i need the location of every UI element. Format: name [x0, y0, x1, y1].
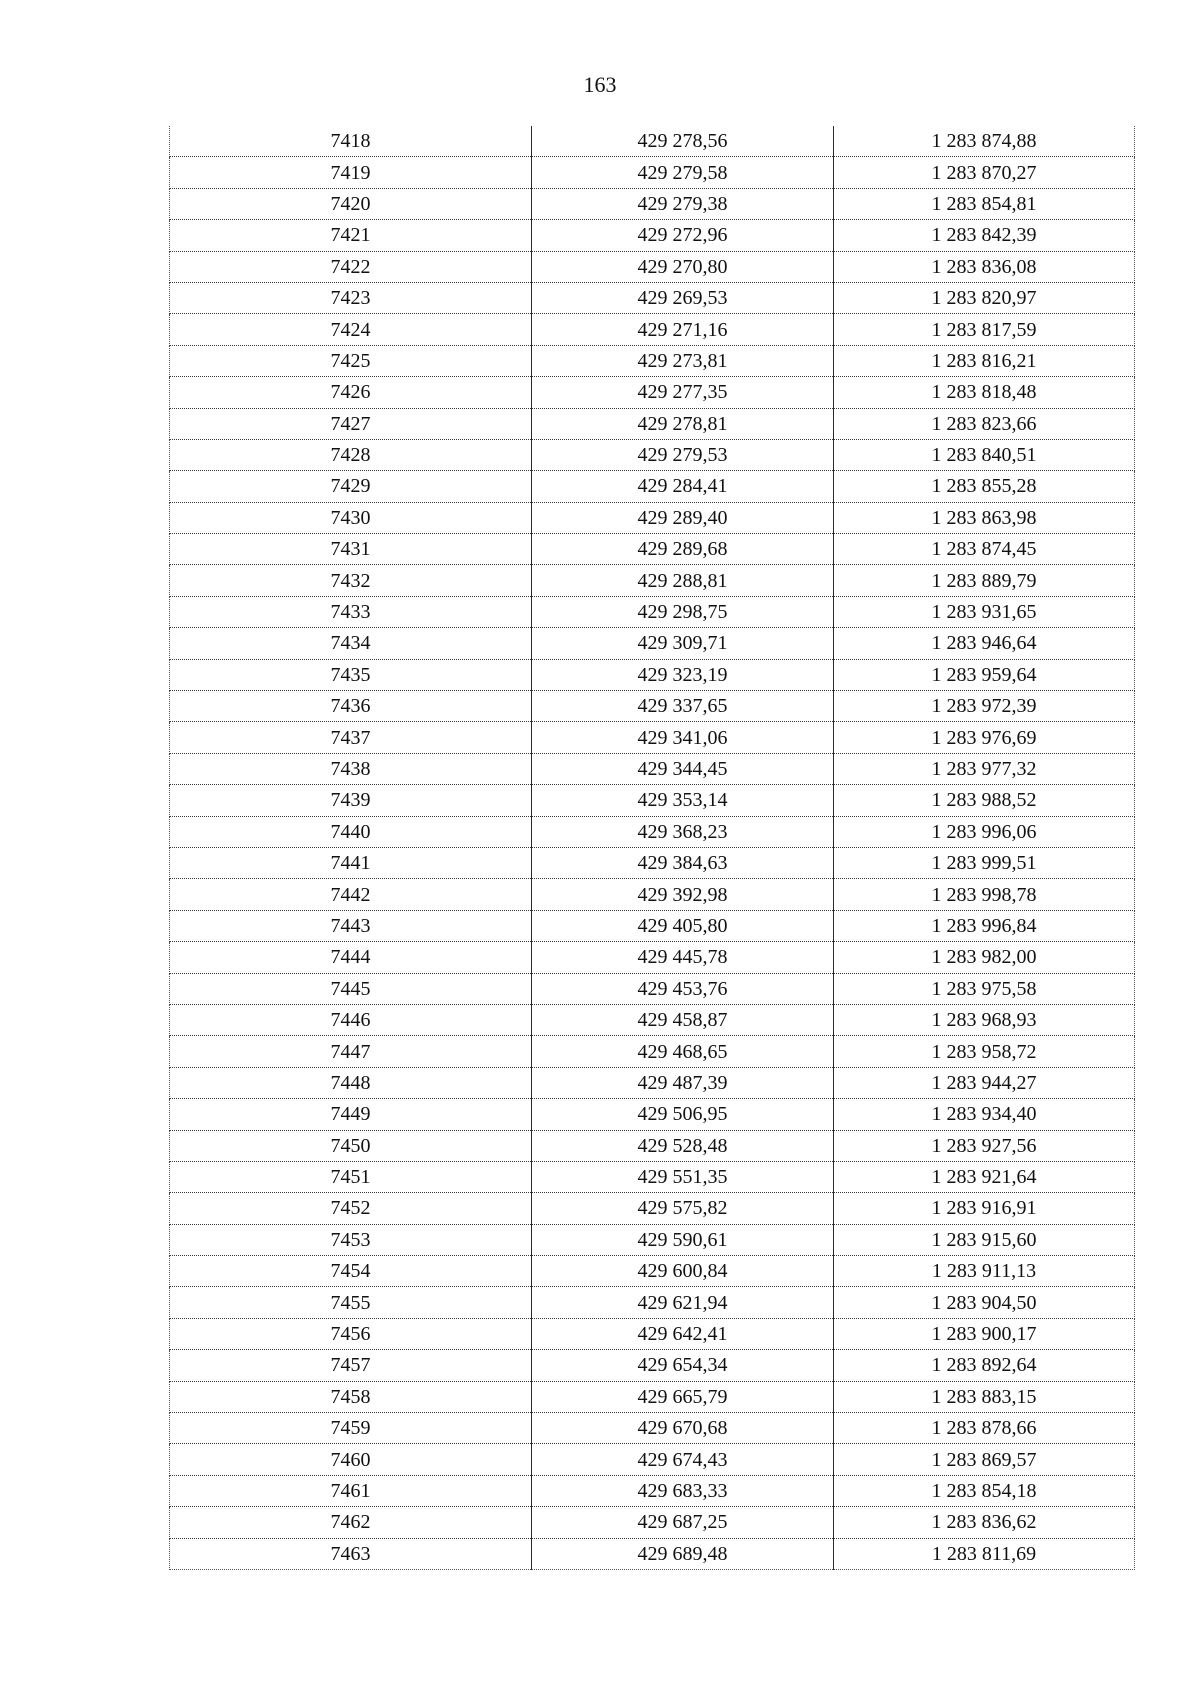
y-coordinate-cell: 1 283 817,59 — [834, 314, 1135, 345]
y-coordinate-cell: 1 283 820,97 — [834, 282, 1135, 313]
point-number-cell: 7462 — [170, 1507, 532, 1538]
point-number-cell: 7427 — [170, 408, 532, 439]
point-number-cell: 7421 — [170, 220, 532, 251]
y-coordinate-cell: 1 283 944,27 — [834, 1067, 1135, 1098]
x-coordinate-cell: 429 445,78 — [532, 942, 834, 973]
table-row — [170, 377, 1135, 408]
point-number-cell: 7454 — [170, 1256, 532, 1287]
table-row — [170, 1193, 1135, 1224]
x-coordinate-cell: 429 405,80 — [532, 910, 834, 941]
x-coordinate-cell: 429 277,35 — [532, 377, 834, 408]
x-coordinate-cell: 429 284,41 — [532, 471, 834, 502]
table-row — [170, 1538, 1135, 1569]
y-coordinate-cell: 1 283 863,98 — [834, 502, 1135, 533]
x-coordinate-cell: 429 487,39 — [532, 1067, 834, 1098]
table-row — [170, 785, 1135, 816]
y-coordinate-cell: 1 283 976,69 — [834, 722, 1135, 753]
y-coordinate-cell: 1 283 921,64 — [834, 1161, 1135, 1192]
table-row — [170, 1004, 1135, 1035]
y-coordinate-cell: 1 283 823,66 — [834, 408, 1135, 439]
point-number-cell: 7456 — [170, 1318, 532, 1349]
table-row — [170, 1256, 1135, 1287]
y-coordinate-cell: 1 283 975,58 — [834, 973, 1135, 1004]
point-number-cell: 7442 — [170, 879, 532, 910]
x-coordinate-cell: 429 528,48 — [532, 1130, 834, 1161]
x-coordinate-cell: 429 269,53 — [532, 282, 834, 313]
table-row — [170, 345, 1135, 376]
y-coordinate-cell: 1 283 889,79 — [834, 565, 1135, 596]
y-coordinate-cell: 1 283 836,62 — [834, 1507, 1135, 1538]
y-coordinate-cell: 1 283 946,64 — [834, 628, 1135, 659]
table-row — [170, 722, 1135, 753]
x-coordinate-cell: 429 298,75 — [532, 596, 834, 627]
table-row — [170, 1350, 1135, 1381]
y-coordinate-cell: 1 283 988,52 — [834, 785, 1135, 816]
x-coordinate-cell: 429 271,16 — [532, 314, 834, 345]
point-number-cell: 7429 — [170, 471, 532, 502]
y-coordinate-cell: 1 283 874,45 — [834, 534, 1135, 565]
x-coordinate-cell: 429 551,35 — [532, 1161, 834, 1192]
x-coordinate-cell: 429 600,84 — [532, 1256, 834, 1287]
point-number-cell: 7446 — [170, 1004, 532, 1035]
x-coordinate-cell: 429 309,71 — [532, 628, 834, 659]
table-row — [170, 439, 1135, 470]
table-row — [170, 126, 1135, 157]
x-coordinate-cell: 429 458,87 — [532, 1004, 834, 1035]
point-number-cell: 7452 — [170, 1193, 532, 1224]
point-number-cell: 7437 — [170, 722, 532, 753]
point-number-cell: 7418 — [170, 126, 532, 157]
x-coordinate-cell: 429 288,81 — [532, 565, 834, 596]
point-number-cell: 7449 — [170, 1099, 532, 1130]
coordinates-table — [169, 126, 1135, 1570]
table-row — [170, 659, 1135, 690]
point-number-cell: 7420 — [170, 188, 532, 219]
point-number-cell: 7450 — [170, 1130, 532, 1161]
y-coordinate-cell: 1 283 816,21 — [834, 345, 1135, 376]
table-row — [170, 973, 1135, 1004]
y-coordinate-cell: 1 283 854,81 — [834, 188, 1135, 219]
table-row — [170, 1413, 1135, 1444]
point-number-cell: 7459 — [170, 1413, 532, 1444]
y-coordinate-cell: 1 283 977,32 — [834, 753, 1135, 784]
table-row — [170, 691, 1135, 722]
x-coordinate-cell: 429 590,61 — [532, 1224, 834, 1255]
point-number-cell: 7455 — [170, 1287, 532, 1318]
table-row — [170, 157, 1135, 188]
table-row — [170, 1381, 1135, 1412]
table-row — [170, 1099, 1135, 1130]
x-coordinate-cell: 429 368,23 — [532, 816, 834, 847]
table-row — [170, 1161, 1135, 1192]
page-number: 163 — [583, 72, 617, 97]
table-row — [170, 471, 1135, 502]
point-number-cell: 7434 — [170, 628, 532, 659]
x-coordinate-cell: 429 272,96 — [532, 220, 834, 251]
y-coordinate-cell: 1 283 842,39 — [834, 220, 1135, 251]
table-row — [170, 816, 1135, 847]
x-coordinate-cell: 429 654,34 — [532, 1350, 834, 1381]
table-row — [170, 408, 1135, 439]
point-number-cell: 7463 — [170, 1538, 532, 1569]
x-coordinate-cell: 429 278,56 — [532, 126, 834, 157]
point-number-cell: 7451 — [170, 1161, 532, 1192]
y-coordinate-cell: 1 283 840,51 — [834, 439, 1135, 470]
y-coordinate-cell: 1 283 911,13 — [834, 1256, 1135, 1287]
table-row — [170, 282, 1135, 313]
x-coordinate-cell: 429 289,68 — [532, 534, 834, 565]
y-coordinate-cell: 1 283 855,28 — [834, 471, 1135, 502]
table-row — [170, 1475, 1135, 1506]
table-row — [170, 596, 1135, 627]
point-number-cell: 7435 — [170, 659, 532, 690]
point-number-cell: 7430 — [170, 502, 532, 533]
point-number-cell: 7426 — [170, 377, 532, 408]
table-row — [170, 1507, 1135, 1538]
y-coordinate-cell: 1 283 999,51 — [834, 847, 1135, 878]
y-coordinate-cell: 1 283 900,17 — [834, 1318, 1135, 1349]
table-row — [170, 1318, 1135, 1349]
y-coordinate-cell: 1 283 854,18 — [834, 1475, 1135, 1506]
point-number-cell: 7458 — [170, 1381, 532, 1412]
point-number-cell: 7460 — [170, 1444, 532, 1475]
y-coordinate-cell: 1 283 996,84 — [834, 910, 1135, 941]
table-row — [170, 314, 1135, 345]
point-number-cell: 7439 — [170, 785, 532, 816]
table-row — [170, 1067, 1135, 1098]
y-coordinate-cell: 1 283 927,56 — [834, 1130, 1135, 1161]
x-coordinate-cell: 429 341,06 — [532, 722, 834, 753]
point-number-cell: 7457 — [170, 1350, 532, 1381]
point-number-cell: 7461 — [170, 1475, 532, 1506]
x-coordinate-cell: 429 621,94 — [532, 1287, 834, 1318]
x-coordinate-cell: 429 273,81 — [532, 345, 834, 376]
point-number-cell: 7444 — [170, 942, 532, 973]
y-coordinate-cell: 1 283 878,66 — [834, 1413, 1135, 1444]
x-coordinate-cell: 429 337,65 — [532, 691, 834, 722]
x-coordinate-cell: 429 279,58 — [532, 157, 834, 188]
x-coordinate-cell: 429 353,14 — [532, 785, 834, 816]
table-row — [170, 942, 1135, 973]
x-coordinate-cell: 429 289,40 — [532, 502, 834, 533]
x-coordinate-cell: 429 506,95 — [532, 1099, 834, 1130]
x-coordinate-cell: 429 689,48 — [532, 1538, 834, 1569]
table-row — [170, 565, 1135, 596]
y-coordinate-cell: 1 283 958,72 — [834, 1036, 1135, 1067]
y-coordinate-cell: 1 283 915,60 — [834, 1224, 1135, 1255]
table-row — [170, 879, 1135, 910]
y-coordinate-cell: 1 283 998,78 — [834, 879, 1135, 910]
y-coordinate-cell: 1 283 836,08 — [834, 251, 1135, 282]
x-coordinate-cell: 429 670,68 — [532, 1413, 834, 1444]
x-coordinate-cell: 429 323,19 — [532, 659, 834, 690]
x-coordinate-cell: 429 279,38 — [532, 188, 834, 219]
table-row — [170, 1444, 1135, 1475]
x-coordinate-cell: 429 392,98 — [532, 879, 834, 910]
y-coordinate-cell: 1 283 892,64 — [834, 1350, 1135, 1381]
x-coordinate-cell: 429 687,25 — [532, 1507, 834, 1538]
point-number-cell: 7447 — [170, 1036, 532, 1067]
point-number-cell: 7423 — [170, 282, 532, 313]
point-number-cell: 7441 — [170, 847, 532, 878]
point-number-cell: 7453 — [170, 1224, 532, 1255]
table-row — [170, 1036, 1135, 1067]
x-coordinate-cell: 429 642,41 — [532, 1318, 834, 1349]
point-number-cell: 7438 — [170, 753, 532, 784]
table-row — [170, 628, 1135, 659]
x-coordinate-cell: 429 270,80 — [532, 251, 834, 282]
x-coordinate-cell: 429 575,82 — [532, 1193, 834, 1224]
table-row — [170, 1130, 1135, 1161]
y-coordinate-cell: 1 283 968,93 — [834, 1004, 1135, 1035]
y-coordinate-cell: 1 283 959,64 — [834, 659, 1135, 690]
table-row — [170, 1224, 1135, 1255]
y-coordinate-cell: 1 283 996,06 — [834, 816, 1135, 847]
y-coordinate-cell: 1 283 870,27 — [834, 157, 1135, 188]
y-coordinate-cell: 1 283 982,00 — [834, 942, 1135, 973]
y-coordinate-cell: 1 283 934,40 — [834, 1099, 1135, 1130]
x-coordinate-cell: 429 468,65 — [532, 1036, 834, 1067]
table-row — [170, 220, 1135, 251]
y-coordinate-cell: 1 283 869,57 — [834, 1444, 1135, 1475]
x-coordinate-cell: 429 674,43 — [532, 1444, 834, 1475]
table-row — [170, 910, 1135, 941]
table-row — [170, 1287, 1135, 1318]
table-body — [170, 126, 1135, 1569]
y-coordinate-cell: 1 283 818,48 — [834, 377, 1135, 408]
point-number-cell: 7425 — [170, 345, 532, 376]
point-number-cell: 7436 — [170, 691, 532, 722]
y-coordinate-cell: 1 283 904,50 — [834, 1287, 1135, 1318]
y-coordinate-cell: 1 283 811,69 — [834, 1538, 1135, 1569]
table-row — [170, 502, 1135, 533]
table-row — [170, 188, 1135, 219]
y-coordinate-cell: 1 283 972,39 — [834, 691, 1135, 722]
point-number-cell: 7445 — [170, 973, 532, 1004]
y-coordinate-cell: 1 283 916,91 — [834, 1193, 1135, 1224]
point-number-cell: 7433 — [170, 596, 532, 627]
x-coordinate-cell: 429 453,76 — [532, 973, 834, 1004]
x-coordinate-cell: 429 279,53 — [532, 439, 834, 470]
x-coordinate-cell: 429 384,63 — [532, 847, 834, 878]
point-number-cell: 7443 — [170, 910, 532, 941]
table-row — [170, 251, 1135, 282]
point-number-cell: 7424 — [170, 314, 532, 345]
table-row — [170, 847, 1135, 878]
y-coordinate-cell: 1 283 883,15 — [834, 1381, 1135, 1412]
table-row — [170, 534, 1135, 565]
y-coordinate-cell: 1 283 931,65 — [834, 596, 1135, 627]
point-number-cell: 7431 — [170, 534, 532, 565]
x-coordinate-cell: 429 665,79 — [532, 1381, 834, 1412]
point-number-cell: 7428 — [170, 439, 532, 470]
point-number-cell: 7419 — [170, 157, 532, 188]
x-coordinate-cell: 429 344,45 — [532, 753, 834, 784]
x-coordinate-cell: 429 278,81 — [532, 408, 834, 439]
point-number-cell: 7432 — [170, 565, 532, 596]
point-number-cell: 7422 — [170, 251, 532, 282]
y-coordinate-cell: 1 283 874,88 — [834, 126, 1135, 157]
point-number-cell: 7440 — [170, 816, 532, 847]
table-row — [170, 753, 1135, 784]
point-number-cell: 7448 — [170, 1067, 532, 1098]
x-coordinate-cell: 429 683,33 — [532, 1475, 834, 1506]
